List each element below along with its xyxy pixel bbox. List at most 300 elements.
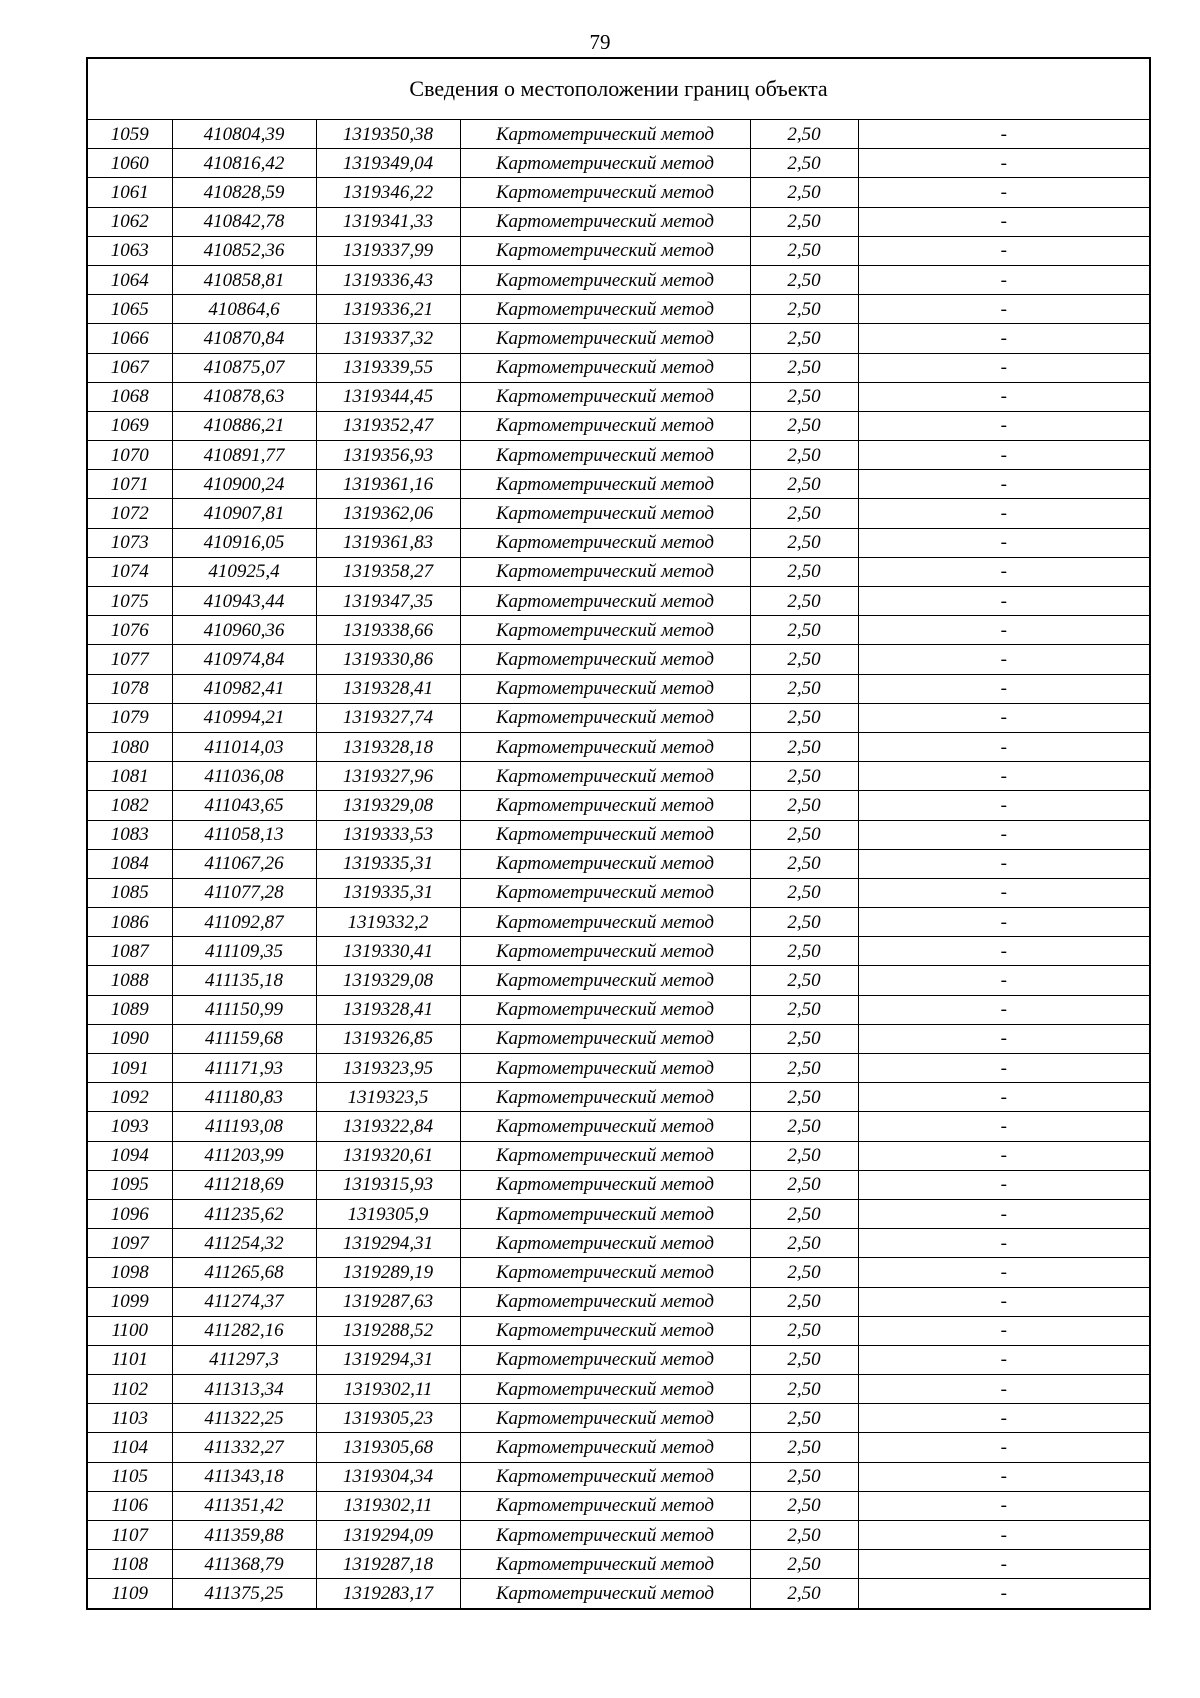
table-row <box>87 1491 1150 1520</box>
method-cell: Картометрический метод <box>460 411 750 440</box>
accuracy-cell: 2,50 <box>750 236 858 265</box>
description-cell: - <box>858 1404 1150 1433</box>
description-cell: - <box>858 937 1150 966</box>
point-number-cell: 1083 <box>87 820 172 849</box>
y-coordinate-cell: 1319305,68 <box>316 1433 460 1462</box>
method-cell: Картометрический метод <box>460 674 750 703</box>
y-coordinate-cell: 1319329,08 <box>316 966 460 995</box>
table-row <box>87 120 1150 149</box>
method-cell: Картометрический метод <box>460 587 750 616</box>
table-row <box>87 645 1150 674</box>
x-coordinate-cell: 411274,37 <box>172 1287 316 1316</box>
description-cell: - <box>858 1345 1150 1374</box>
accuracy-cell: 2,50 <box>750 1199 858 1228</box>
x-coordinate-cell: 410916,05 <box>172 528 316 557</box>
point-number-cell: 1104 <box>87 1433 172 1462</box>
description-cell: - <box>858 674 1150 703</box>
point-number-cell: 1077 <box>87 645 172 674</box>
method-cell: Картометрический метод <box>460 528 750 557</box>
accuracy-cell: 2,50 <box>750 1083 858 1112</box>
method-cell: Картометрический метод <box>460 470 750 499</box>
table-row <box>87 1404 1150 1433</box>
table-row <box>87 820 1150 849</box>
accuracy-cell: 2,50 <box>750 557 858 586</box>
description-cell: - <box>858 1491 1150 1520</box>
point-number-cell: 1088 <box>87 966 172 995</box>
description-cell: - <box>858 1170 1150 1199</box>
accuracy-cell: 2,50 <box>750 1287 858 1316</box>
x-coordinate-cell: 411150,99 <box>172 995 316 1024</box>
description-cell: - <box>858 1258 1150 1287</box>
description-cell: - <box>858 1229 1150 1258</box>
description-cell: - <box>858 1083 1150 1112</box>
y-coordinate-cell: 1319288,52 <box>316 1316 460 1345</box>
point-number-cell: 1106 <box>87 1491 172 1520</box>
accuracy-cell: 2,50 <box>750 1375 858 1404</box>
description-cell: - <box>858 1462 1150 1491</box>
point-number-cell: 1102 <box>87 1375 172 1404</box>
table-row <box>87 382 1150 411</box>
x-coordinate-cell: 411171,93 <box>172 1054 316 1083</box>
accuracy-cell: 2,50 <box>750 1316 858 1345</box>
y-coordinate-cell: 1319337,32 <box>316 324 460 353</box>
description-cell: - <box>858 265 1150 294</box>
accuracy-cell: 2,50 <box>750 878 858 907</box>
y-coordinate-cell: 1319341,33 <box>316 207 460 236</box>
accuracy-cell: 2,50 <box>750 1258 858 1287</box>
description-cell: - <box>858 441 1150 470</box>
y-coordinate-cell: 1319322,84 <box>316 1112 460 1141</box>
method-cell: Картометрический метод <box>460 878 750 907</box>
point-number-cell: 1069 <box>87 411 172 440</box>
description-cell: - <box>858 732 1150 761</box>
table-row <box>87 1316 1150 1345</box>
table-row <box>87 236 1150 265</box>
accuracy-cell: 2,50 <box>750 995 858 1024</box>
method-cell: Картометрический метод <box>460 1229 750 1258</box>
y-coordinate-cell: 1319356,93 <box>316 441 460 470</box>
x-coordinate-cell: 411265,68 <box>172 1258 316 1287</box>
accuracy-cell: 2,50 <box>750 441 858 470</box>
description-cell: - <box>858 762 1150 791</box>
accuracy-cell: 2,50 <box>750 1054 858 1083</box>
point-number-cell: 1082 <box>87 791 172 820</box>
table-row <box>87 178 1150 207</box>
y-coordinate-cell: 1319302,11 <box>316 1491 460 1520</box>
method-cell: Картометрический метод <box>460 236 750 265</box>
accuracy-cell: 2,50 <box>750 820 858 849</box>
x-coordinate-cell: 410875,07 <box>172 353 316 382</box>
description-cell: - <box>858 908 1150 937</box>
method-cell: Картометрический метод <box>460 1521 750 1550</box>
description-cell: - <box>858 1521 1150 1550</box>
method-cell: Картометрический метод <box>460 995 750 1024</box>
method-cell: Картометрический метод <box>460 295 750 324</box>
point-number-cell: 1073 <box>87 528 172 557</box>
accuracy-cell: 2,50 <box>750 411 858 440</box>
accuracy-cell: 2,50 <box>750 1345 858 1374</box>
x-coordinate-cell: 411282,16 <box>172 1316 316 1345</box>
point-number-cell: 1091 <box>87 1054 172 1083</box>
accuracy-cell: 2,50 <box>750 1491 858 1520</box>
description-cell: - <box>858 1316 1150 1345</box>
y-coordinate-cell: 1319323,5 <box>316 1083 460 1112</box>
table-row <box>87 703 1150 732</box>
table-row <box>87 411 1150 440</box>
point-number-cell: 1072 <box>87 499 172 528</box>
table-row <box>87 1345 1150 1374</box>
x-coordinate-cell: 410900,24 <box>172 470 316 499</box>
y-coordinate-cell: 1319328,41 <box>316 674 460 703</box>
x-coordinate-cell: 411359,88 <box>172 1521 316 1550</box>
y-coordinate-cell: 1319350,38 <box>316 120 460 149</box>
y-coordinate-cell: 1319289,19 <box>316 1258 460 1287</box>
y-coordinate-cell: 1319338,66 <box>316 616 460 645</box>
table-row <box>87 1550 1150 1579</box>
y-coordinate-cell: 1319330,86 <box>316 645 460 674</box>
accuracy-cell: 2,50 <box>750 1141 858 1170</box>
description-cell: - <box>858 587 1150 616</box>
description-cell: - <box>858 1375 1150 1404</box>
y-coordinate-cell: 1319352,47 <box>316 411 460 440</box>
accuracy-cell: 2,50 <box>750 324 858 353</box>
x-coordinate-cell: 411058,13 <box>172 820 316 849</box>
point-number-cell: 1079 <box>87 703 172 732</box>
point-number-cell: 1070 <box>87 441 172 470</box>
table-row <box>87 966 1150 995</box>
point-number-cell: 1087 <box>87 937 172 966</box>
accuracy-cell: 2,50 <box>750 1433 858 1462</box>
x-coordinate-cell: 410960,36 <box>172 616 316 645</box>
point-number-cell: 1099 <box>87 1287 172 1316</box>
table-row <box>87 1083 1150 1112</box>
y-coordinate-cell: 1319287,18 <box>316 1550 460 1579</box>
table-row <box>87 1579 1150 1609</box>
point-number-cell: 1095 <box>87 1170 172 1199</box>
table-row <box>87 1287 1150 1316</box>
y-coordinate-cell: 1319304,34 <box>316 1462 460 1491</box>
description-cell: - <box>858 236 1150 265</box>
method-cell: Картометрический метод <box>460 1316 750 1345</box>
table-row <box>87 995 1150 1024</box>
point-number-cell: 1060 <box>87 149 172 178</box>
y-coordinate-cell: 1319294,31 <box>316 1229 460 1258</box>
accuracy-cell: 2,50 <box>750 295 858 324</box>
description-cell: - <box>858 791 1150 820</box>
x-coordinate-cell: 411077,28 <box>172 878 316 907</box>
description-cell: - <box>858 1287 1150 1316</box>
accuracy-cell: 2,50 <box>750 470 858 499</box>
point-number-cell: 1109 <box>87 1579 172 1609</box>
table-row <box>87 616 1150 645</box>
x-coordinate-cell: 410828,59 <box>172 178 316 207</box>
point-number-cell: 1101 <box>87 1345 172 1374</box>
method-cell: Картометрический метод <box>460 1375 750 1404</box>
method-cell: Картометрический метод <box>460 732 750 761</box>
x-coordinate-cell: 411297,3 <box>172 1345 316 1374</box>
x-coordinate-cell: 410816,42 <box>172 149 316 178</box>
x-coordinate-cell: 410864,6 <box>172 295 316 324</box>
table-body <box>87 58 1150 1609</box>
x-coordinate-cell: 410943,44 <box>172 587 316 616</box>
method-cell: Картометрический метод <box>460 966 750 995</box>
method-cell: Картометрический метод <box>460 1550 750 1579</box>
method-cell: Картометрический метод <box>460 762 750 791</box>
point-number-cell: 1074 <box>87 557 172 586</box>
accuracy-cell: 2,50 <box>750 587 858 616</box>
description-cell: - <box>858 382 1150 411</box>
table-row <box>87 908 1150 937</box>
point-number-cell: 1092 <box>87 1083 172 1112</box>
description-cell: - <box>858 1579 1150 1609</box>
method-cell: Картометрический метод <box>460 1141 750 1170</box>
y-coordinate-cell: 1319294,31 <box>316 1345 460 1374</box>
method-cell: Картометрический метод <box>460 791 750 820</box>
y-coordinate-cell: 1319336,21 <box>316 295 460 324</box>
table-row <box>87 1375 1150 1404</box>
point-number-cell: 1096 <box>87 1199 172 1228</box>
point-number-cell: 1065 <box>87 295 172 324</box>
description-cell: - <box>858 1112 1150 1141</box>
table-row <box>87 1521 1150 1550</box>
method-cell: Картометрический метод <box>460 820 750 849</box>
page-number: 79 <box>589 30 611 54</box>
x-coordinate-cell: 411203,99 <box>172 1141 316 1170</box>
point-number-cell: 1078 <box>87 674 172 703</box>
x-coordinate-cell: 411043,65 <box>172 791 316 820</box>
table-row <box>87 295 1150 324</box>
accuracy-cell: 2,50 <box>750 149 858 178</box>
point-number-cell: 1097 <box>87 1229 172 1258</box>
method-cell: Картометрический метод <box>460 645 750 674</box>
y-coordinate-cell: 1319323,95 <box>316 1054 460 1083</box>
y-coordinate-cell: 1319315,93 <box>316 1170 460 1199</box>
y-coordinate-cell: 1319329,08 <box>316 791 460 820</box>
y-coordinate-cell: 1319333,53 <box>316 820 460 849</box>
y-coordinate-cell: 1319305,9 <box>316 1199 460 1228</box>
point-number-cell: 1086 <box>87 908 172 937</box>
x-coordinate-cell: 410878,63 <box>172 382 316 411</box>
table-row <box>87 470 1150 499</box>
accuracy-cell: 2,50 <box>750 674 858 703</box>
x-coordinate-cell: 411014,03 <box>172 732 316 761</box>
table-row <box>87 878 1150 907</box>
y-coordinate-cell: 1319294,09 <box>316 1521 460 1550</box>
method-cell: Картометрический метод <box>460 1433 750 1462</box>
y-coordinate-cell: 1319358,27 <box>316 557 460 586</box>
method-cell: Картометрический метод <box>460 1258 750 1287</box>
table-row <box>87 324 1150 353</box>
table-row <box>87 265 1150 294</box>
method-cell: Картометрический метод <box>460 616 750 645</box>
table-row <box>87 353 1150 382</box>
y-coordinate-cell: 1319327,96 <box>316 762 460 791</box>
x-coordinate-cell: 410891,77 <box>172 441 316 470</box>
accuracy-cell: 2,50 <box>750 791 858 820</box>
point-number-cell: 1084 <box>87 849 172 878</box>
description-cell: - <box>858 557 1150 586</box>
method-cell: Картометрический метод <box>460 149 750 178</box>
x-coordinate-cell: 411332,27 <box>172 1433 316 1462</box>
accuracy-cell: 2,50 <box>750 499 858 528</box>
y-coordinate-cell: 1319320,61 <box>316 1141 460 1170</box>
point-number-cell: 1094 <box>87 1141 172 1170</box>
y-coordinate-cell: 1319328,18 <box>316 732 460 761</box>
description-cell: - <box>858 1141 1150 1170</box>
x-coordinate-cell: 411193,08 <box>172 1112 316 1141</box>
x-coordinate-cell: 411375,25 <box>172 1579 316 1609</box>
table-row <box>87 1433 1150 1462</box>
point-number-cell: 1066 <box>87 324 172 353</box>
description-cell: - <box>858 470 1150 499</box>
description-cell: - <box>858 528 1150 557</box>
x-coordinate-cell: 411067,26 <box>172 849 316 878</box>
accuracy-cell: 2,50 <box>750 1112 858 1141</box>
method-cell: Картометрический метод <box>460 353 750 382</box>
accuracy-cell: 2,50 <box>750 1462 858 1491</box>
x-coordinate-cell: 411322,25 <box>172 1404 316 1433</box>
table-title-row <box>87 58 1150 120</box>
method-cell: Картометрический метод <box>460 1024 750 1053</box>
x-coordinate-cell: 410982,41 <box>172 674 316 703</box>
accuracy-cell: 2,50 <box>750 382 858 411</box>
description-cell: - <box>858 995 1150 1024</box>
table-row <box>87 674 1150 703</box>
description-cell: - <box>858 1550 1150 1579</box>
table-row <box>87 557 1150 586</box>
point-number-cell: 1064 <box>87 265 172 294</box>
description-cell: - <box>858 353 1150 382</box>
point-number-cell: 1090 <box>87 1024 172 1053</box>
x-coordinate-cell: 411036,08 <box>172 762 316 791</box>
boundary-coordinates-table <box>86 57 1151 1610</box>
point-number-cell: 1059 <box>87 120 172 149</box>
method-cell: Картометрический метод <box>460 937 750 966</box>
y-coordinate-cell: 1319330,41 <box>316 937 460 966</box>
method-cell: Картометрический метод <box>460 849 750 878</box>
x-coordinate-cell: 411235,62 <box>172 1199 316 1228</box>
table-row <box>87 499 1150 528</box>
x-coordinate-cell: 410842,78 <box>172 207 316 236</box>
table-row <box>87 1199 1150 1228</box>
accuracy-cell: 2,50 <box>750 1521 858 1550</box>
description-cell: - <box>858 499 1150 528</box>
description-cell: - <box>858 324 1150 353</box>
accuracy-cell: 2,50 <box>750 528 858 557</box>
accuracy-cell: 2,50 <box>750 966 858 995</box>
table-row <box>87 1054 1150 1083</box>
method-cell: Картометрический метод <box>460 1491 750 1520</box>
accuracy-cell: 2,50 <box>750 1170 858 1199</box>
table-row <box>87 1141 1150 1170</box>
description-cell: - <box>858 645 1150 674</box>
y-coordinate-cell: 1319332,2 <box>316 908 460 937</box>
accuracy-cell: 2,50 <box>750 178 858 207</box>
x-coordinate-cell: 410925,4 <box>172 557 316 586</box>
x-coordinate-cell: 411159,68 <box>172 1024 316 1053</box>
y-coordinate-cell: 1319346,22 <box>316 178 460 207</box>
description-cell: - <box>858 295 1150 324</box>
y-coordinate-cell: 1319361,16 <box>316 470 460 499</box>
method-cell: Картометрический метод <box>460 557 750 586</box>
point-number-cell: 1061 <box>87 178 172 207</box>
x-coordinate-cell: 410994,21 <box>172 703 316 732</box>
accuracy-cell: 2,50 <box>750 265 858 294</box>
x-coordinate-cell: 410852,36 <box>172 236 316 265</box>
y-coordinate-cell: 1319335,31 <box>316 849 460 878</box>
accuracy-cell: 2,50 <box>750 645 858 674</box>
x-coordinate-cell: 411218,69 <box>172 1170 316 1199</box>
description-cell: - <box>858 1024 1150 1053</box>
y-coordinate-cell: 1319339,55 <box>316 353 460 382</box>
point-number-cell: 1085 <box>87 878 172 907</box>
point-number-cell: 1067 <box>87 353 172 382</box>
y-coordinate-cell: 1319302,11 <box>316 1375 460 1404</box>
table-row <box>87 937 1150 966</box>
method-cell: Картометрический метод <box>460 1170 750 1199</box>
accuracy-cell: 2,50 <box>750 937 858 966</box>
description-cell: - <box>858 878 1150 907</box>
description-cell: - <box>858 616 1150 645</box>
x-coordinate-cell: 411135,18 <box>172 966 316 995</box>
y-coordinate-cell: 1319361,83 <box>316 528 460 557</box>
description-cell: - <box>858 149 1150 178</box>
x-coordinate-cell: 411180,83 <box>172 1083 316 1112</box>
y-coordinate-cell: 1319337,99 <box>316 236 460 265</box>
accuracy-cell: 2,50 <box>750 849 858 878</box>
accuracy-cell: 2,50 <box>750 703 858 732</box>
accuracy-cell: 2,50 <box>750 616 858 645</box>
method-cell: Картометрический метод <box>460 703 750 732</box>
accuracy-cell: 2,50 <box>750 120 858 149</box>
accuracy-cell: 2,50 <box>750 1024 858 1053</box>
point-number-cell: 1089 <box>87 995 172 1024</box>
method-cell: Картометрический метод <box>460 265 750 294</box>
table-row <box>87 587 1150 616</box>
y-coordinate-cell: 1319349,04 <box>316 149 460 178</box>
table-row <box>87 849 1150 878</box>
table-row <box>87 207 1150 236</box>
table-row <box>87 1024 1150 1053</box>
method-cell: Картометрический метод <box>460 1287 750 1316</box>
point-number-cell: 1063 <box>87 236 172 265</box>
point-number-cell: 1098 <box>87 1258 172 1287</box>
accuracy-cell: 2,50 <box>750 1404 858 1433</box>
description-cell: - <box>858 703 1150 732</box>
point-number-cell: 1081 <box>87 762 172 791</box>
accuracy-cell: 2,50 <box>750 207 858 236</box>
description-cell: - <box>858 120 1150 149</box>
point-number-cell: 1103 <box>87 1404 172 1433</box>
point-number-cell: 1075 <box>87 587 172 616</box>
table-row <box>87 732 1150 761</box>
x-coordinate-cell: 410804,39 <box>172 120 316 149</box>
point-number-cell: 1080 <box>87 732 172 761</box>
method-cell: Картометрический метод <box>460 499 750 528</box>
table-row <box>87 1112 1150 1141</box>
point-number-cell: 1062 <box>87 207 172 236</box>
method-cell: Картометрический метод <box>460 324 750 353</box>
description-cell: - <box>858 966 1150 995</box>
method-cell: Картометрический метод <box>460 441 750 470</box>
description-cell: - <box>858 1054 1150 1083</box>
y-coordinate-cell: 1319327,74 <box>316 703 460 732</box>
point-number-cell: 1071 <box>87 470 172 499</box>
method-cell: Картометрический метод <box>460 207 750 236</box>
x-coordinate-cell: 410870,84 <box>172 324 316 353</box>
table-row <box>87 1462 1150 1491</box>
method-cell: Картометрический метод <box>460 1083 750 1112</box>
